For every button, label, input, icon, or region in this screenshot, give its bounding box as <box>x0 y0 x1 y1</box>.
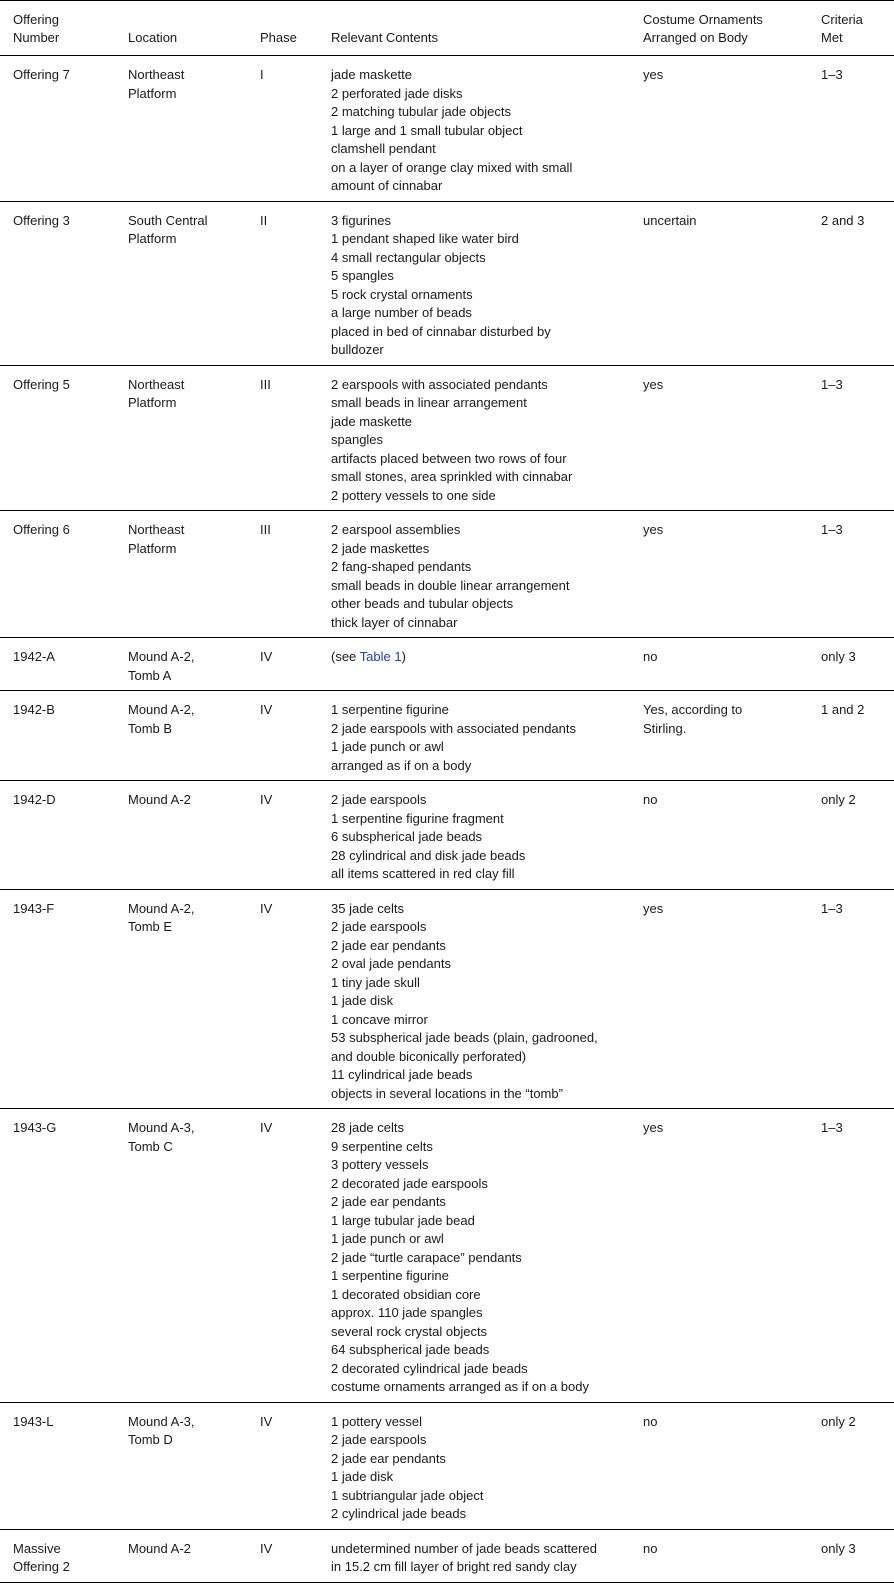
cell-line: 28 jade celts <box>331 1120 404 1135</box>
criteria-met-cell <box>807 1402 894 1529</box>
offering-number-cell <box>0 691 114 781</box>
cell-line: 53 subspherical jade beads (plain, gadrooned, <box>331 1030 598 1045</box>
cell-line: I <box>260 67 264 82</box>
cell-line: IV <box>260 792 273 807</box>
cell-line: 1 pendant shaped like water bird <box>331 231 519 246</box>
cell-line: 1 jade punch or awl <box>331 739 444 754</box>
criteria-met-cell <box>807 638 894 691</box>
cell-line: 2 earspools with associated pendants <box>331 376 548 392</box>
phase-cell <box>246 889 317 1109</box>
costume-arranged-cell <box>629 201 807 365</box>
cell-line: Platform <box>128 395 177 410</box>
cell-line: IV <box>260 1120 273 1135</box>
cell-line: 4 small rectangular objects <box>331 249 486 265</box>
phase-cell <box>246 691 317 781</box>
cell-line: all items scattered in red clay fill <box>331 866 515 881</box>
location-cell <box>114 1402 246 1529</box>
cell-line: 1943-G <box>13 1120 57 1135</box>
cell-line: thick layer of cinnabar <box>331 614 458 630</box>
cell-line: Offering 5 <box>13 376 70 392</box>
cell-line: 1 pottery vessel <box>331 1413 423 1429</box>
costume-arranged-cell <box>629 1402 807 1529</box>
cell-line: IV <box>260 900 273 916</box>
cell-line: 1–3 <box>821 522 843 537</box>
cell-line: Offering 3 <box>13 212 70 228</box>
cell-line: Tomb A <box>128 667 172 683</box>
criteria-met-cell <box>807 201 894 365</box>
criteria-met-cell <box>807 1109 894 1403</box>
cell-line: yes <box>643 67 664 82</box>
cell-line: costume ornaments arranged as if on a body <box>331 1379 589 1394</box>
cell-line: 9 serpentine celts <box>331 1138 433 1154</box>
cell-line: Mound A-2 <box>128 1540 191 1556</box>
phase-cell <box>246 201 317 365</box>
cell-line: 2 perforated jade disks <box>331 85 463 101</box>
cell-line: 1 jade disk <box>331 1469 394 1484</box>
criteria-met-cell <box>807 691 894 781</box>
costume-arranged-cell <box>629 1109 807 1403</box>
table-row <box>0 781 894 890</box>
cell-line: Mound A-2 <box>128 792 191 807</box>
cell-line: arranged as if on a body <box>331 757 472 773</box>
cell-line: Northeast <box>128 67 185 82</box>
criteria-met-cell <box>807 511 894 638</box>
cell-line: 1943-F <box>13 900 55 916</box>
cell-line: undetermined number of jade beads scattered <box>331 1540 597 1556</box>
cell-line: Stirling. <box>643 720 687 736</box>
cell-line: 5 spangles <box>331 268 394 283</box>
cell-line: placed in bed of cinnabar disturbed by <box>331 323 551 339</box>
table-row <box>0 1109 894 1403</box>
cell-line: spangles <box>331 432 384 447</box>
cell-line: 1943-L <box>13 1413 54 1429</box>
cell-line: only 3 <box>821 649 856 664</box>
cell-line: IV <box>260 649 273 664</box>
cell-line: 2 jade earspools <box>331 792 427 807</box>
location-cell <box>114 889 246 1109</box>
cell-line: artifacts placed between two rows of four <box>331 450 567 466</box>
criteria-met-cell <box>807 56 894 202</box>
cell-line: 1942-D <box>13 792 56 807</box>
header-phase: Phase <box>260 30 297 45</box>
offering-number-cell <box>0 781 114 890</box>
offering-number-cell <box>0 201 114 365</box>
cell-line: Northeast <box>128 522 185 537</box>
cell-line: Mound A-2, <box>128 702 195 717</box>
offering-number-cell <box>0 56 114 202</box>
cell-line: South Central <box>128 212 208 228</box>
phase-cell <box>246 638 317 691</box>
cell-line: a large number of beads <box>331 305 472 320</box>
location-cell <box>114 56 246 202</box>
cell-line: other beads and tubular objects <box>331 596 514 611</box>
cell-line: 6 subspherical jade beads <box>331 829 483 844</box>
cell-line: jade maskette <box>331 413 412 429</box>
cell-line: IV <box>260 1540 273 1556</box>
cell-line: Offering 7 <box>13 67 70 82</box>
header-offering-number: Offering Number <box>13 12 60 45</box>
cell-line: no <box>643 1413 658 1429</box>
cell-line: Yes, according to <box>643 702 743 717</box>
cell-line: Northeast <box>128 376 185 392</box>
cell-line: 1 subtriangular jade object <box>331 1487 484 1503</box>
cell-line: 2 oval jade pendants <box>331 956 451 971</box>
cell-line: objects in several locations in the “tomb” <box>331 1085 563 1101</box>
cell-line: bulldozer <box>331 342 384 357</box>
table-row <box>0 511 894 638</box>
location-cell <box>114 691 246 781</box>
cell-line: 1–3 <box>821 1120 843 1135</box>
cell-line: 2 jade earspools <box>331 919 427 934</box>
cell-line: jade maskette <box>331 67 412 82</box>
cell-line: 2 decorated cylindrical jade beads <box>331 1360 528 1376</box>
offering-number-cell <box>0 1109 114 1403</box>
criteria-met-cell <box>807 889 894 1109</box>
cell-line: 2 jade ear pendants <box>331 937 446 953</box>
location-cell <box>114 1109 246 1403</box>
table-row <box>0 638 894 691</box>
location-cell <box>114 511 246 638</box>
cell-line: 2 and 3 <box>821 212 865 228</box>
costume-arranged-cell <box>629 691 807 781</box>
costume-arranged-cell <box>629 365 807 511</box>
cell-line: Platform <box>128 231 177 246</box>
table-row <box>0 691 894 781</box>
cell-line: Platform <box>128 85 177 101</box>
table-row <box>0 1402 894 1529</box>
table-row <box>0 56 894 202</box>
cell-line: 1942-B <box>13 702 55 717</box>
cell-line: and double biconically perforated) <box>331 1048 527 1064</box>
cell-line: 2 decorated jade earspools <box>331 1175 488 1191</box>
cell-line: Offering 2 <box>13 1559 70 1574</box>
see-prefix: (see <box>331 649 360 664</box>
cell-line: 1 serpentine figurine fragment <box>331 810 504 826</box>
costume-arranged-cell <box>629 889 807 1109</box>
cell-line: amount of cinnabar <box>331 178 443 193</box>
cell-line: Tomb B <box>128 720 173 736</box>
cell-line: in 15.2 cm fill layer of bright red sandy clay <box>331 1559 577 1574</box>
cell-line: yes <box>643 522 664 537</box>
cell-line: small stones, area sprinkled with cinnabar <box>331 469 573 484</box>
cell-line: Mound A-2, <box>128 649 195 664</box>
cell-line: 1 large tubular jade bead <box>331 1212 475 1228</box>
offering-number-cell <box>0 511 114 638</box>
location-cell <box>114 201 246 365</box>
table-body <box>0 56 894 1583</box>
relevant-contents-cell <box>317 56 629 202</box>
cell-line: 35 jade celts <box>331 900 404 916</box>
cell-line: only 2 <box>821 792 856 807</box>
table-row <box>0 889 894 1109</box>
offering-number-cell <box>0 1529 114 1582</box>
cell-line: Tomb E <box>128 919 173 934</box>
cell-line: yes <box>643 1120 664 1135</box>
costume-arranged-cell <box>629 781 807 890</box>
cell-line: 2 jade “turtle carapace” pendants <box>331 1249 522 1265</box>
cell-line: on a layer of orange clay mixed with small <box>331 159 573 175</box>
cell-line: 1 tiny jade skull <box>331 974 420 990</box>
cell-line: only 3 <box>821 1540 856 1556</box>
cell-line: 1–3 <box>821 376 843 392</box>
cell-line: 2 pottery vessels to one side <box>331 487 496 503</box>
cell-line: 11 cylindrical jade beads <box>331 1067 473 1082</box>
phase-cell <box>246 1402 317 1529</box>
cell-line: clamshell pendant <box>331 141 436 156</box>
offering-number-cell <box>0 1402 114 1529</box>
cell-line: 28 cylindrical and disk jade beads <box>331 847 526 863</box>
header-criteria-met: Criteria Met <box>821 12 863 45</box>
cell-line: no <box>643 1540 658 1556</box>
table-row <box>0 365 894 511</box>
cell-line: 1 and 2 <box>821 702 865 717</box>
phase-cell <box>246 56 317 202</box>
cell-line: 1–3 <box>821 67 843 82</box>
cell-line: 2 matching tubular jade objects <box>331 104 511 119</box>
cell-line: 2 cylindrical jade beads <box>331 1506 467 1521</box>
see-reference <box>331 648 623 667</box>
criteria-met-cell <box>807 1529 894 1582</box>
cell-line: small beads in linear arrangement <box>331 395 527 410</box>
cell-line: Tomb C <box>128 1138 173 1154</box>
relevant-contents-cell <box>317 511 629 638</box>
relevant-contents-cell <box>317 638 629 691</box>
cell-line: Platform <box>128 540 177 556</box>
offering-number-cell <box>0 365 114 511</box>
cell-line: 1 serpentine figurine <box>331 1268 449 1283</box>
cell-line: IV <box>260 702 273 717</box>
cell-line: Offering 6 <box>13 522 70 537</box>
table-row <box>0 1529 894 1582</box>
relevant-contents-cell <box>317 1529 629 1582</box>
cell-line: 2 jade maskettes <box>331 540 430 556</box>
relevant-contents-cell <box>317 1402 629 1529</box>
cell-line: III <box>260 376 271 392</box>
header-costume-ornaments: Costume Ornaments Arranged on Body <box>643 12 763 45</box>
cell-line: 2 earspool assemblies <box>331 522 461 537</box>
cell-line: Tomb D <box>128 1432 173 1447</box>
cell-line: Mound A-3, <box>128 1120 195 1135</box>
cell-line: yes <box>643 900 664 916</box>
cell-line: 3 pottery vessels <box>331 1157 429 1172</box>
cell-line: 64 subspherical jade beads <box>331 1342 490 1357</box>
cell-line: Mound A-3, <box>128 1413 195 1429</box>
location-cell <box>114 1529 246 1582</box>
phase-cell <box>246 1529 317 1582</box>
costume-arranged-cell <box>629 638 807 691</box>
see-suffix: ) <box>401 649 406 664</box>
relevant-contents-cell <box>317 781 629 890</box>
location-cell <box>114 638 246 691</box>
cell-line: 1 decorated obsidian core <box>331 1286 481 1302</box>
relevant-contents-cell <box>317 365 629 511</box>
cell-line: 2 jade earspools <box>331 1432 427 1447</box>
table-header-row <box>0 1 894 56</box>
cell-line: 1 serpentine figurine <box>331 702 449 717</box>
relevant-contents-cell <box>317 889 629 1109</box>
table-1-link[interactable]: Table 1 <box>359 649 402 664</box>
relevant-contents-cell <box>317 201 629 365</box>
relevant-contents-cell <box>317 1109 629 1403</box>
cell-line: small beads in double linear arrangement <box>331 577 570 593</box>
cell-line: 2 fang-shaped pendants <box>331 559 472 574</box>
cell-line: 2 jade ear pendants <box>331 1450 446 1466</box>
cell-line: no <box>643 649 658 664</box>
cell-line: 1 jade disk <box>331 993 394 1008</box>
cell-line: 1–3 <box>821 900 843 916</box>
cell-line: Massive <box>13 1540 61 1556</box>
cell-line: 2 jade ear pendants <box>331 1194 446 1209</box>
offering-number-cell <box>0 638 114 691</box>
cell-line: several rock crystal objects <box>331 1323 488 1339</box>
cell-line: 1 concave mirror <box>331 1011 428 1027</box>
location-cell <box>114 365 246 511</box>
costume-arranged-cell <box>629 511 807 638</box>
cell-line: Mound A-2, <box>128 900 195 916</box>
relevant-contents-cell <box>317 691 629 781</box>
phase-cell <box>246 1109 317 1403</box>
cell-line: approx. 110 jade spangles <box>331 1305 483 1320</box>
criteria-met-cell <box>807 365 894 511</box>
cell-line: 5 rock crystal ornaments <box>331 286 473 302</box>
costume-arranged-cell <box>629 56 807 202</box>
phase-cell <box>246 781 317 890</box>
offering-number-cell <box>0 889 114 1109</box>
cell-line: 1 jade punch or awl <box>331 1231 444 1246</box>
table-row <box>0 201 894 365</box>
cell-line: yes <box>643 376 664 392</box>
cell-line: 1942-A <box>13 649 55 664</box>
cell-line: III <box>260 522 271 537</box>
cell-line: uncertain <box>643 212 697 228</box>
cell-line: II <box>260 212 268 228</box>
phase-cell <box>246 511 317 638</box>
costume-arranged-cell <box>629 1529 807 1582</box>
cell-line: IV <box>260 1413 273 1429</box>
phase-cell <box>246 365 317 511</box>
header-location: Location <box>128 30 178 45</box>
cell-line: only 2 <box>821 1413 856 1429</box>
criteria-met-cell <box>807 781 894 890</box>
cell-line: no <box>643 792 658 807</box>
cell-line: 2 jade earspools with associated pendants <box>331 720 576 736</box>
location-cell <box>114 781 246 890</box>
cell-line: 1 large and 1 small tubular object <box>331 122 523 138</box>
cell-line: 3 figurines <box>331 212 391 228</box>
header-relevant-contents: Relevant Contents <box>331 30 438 45</box>
